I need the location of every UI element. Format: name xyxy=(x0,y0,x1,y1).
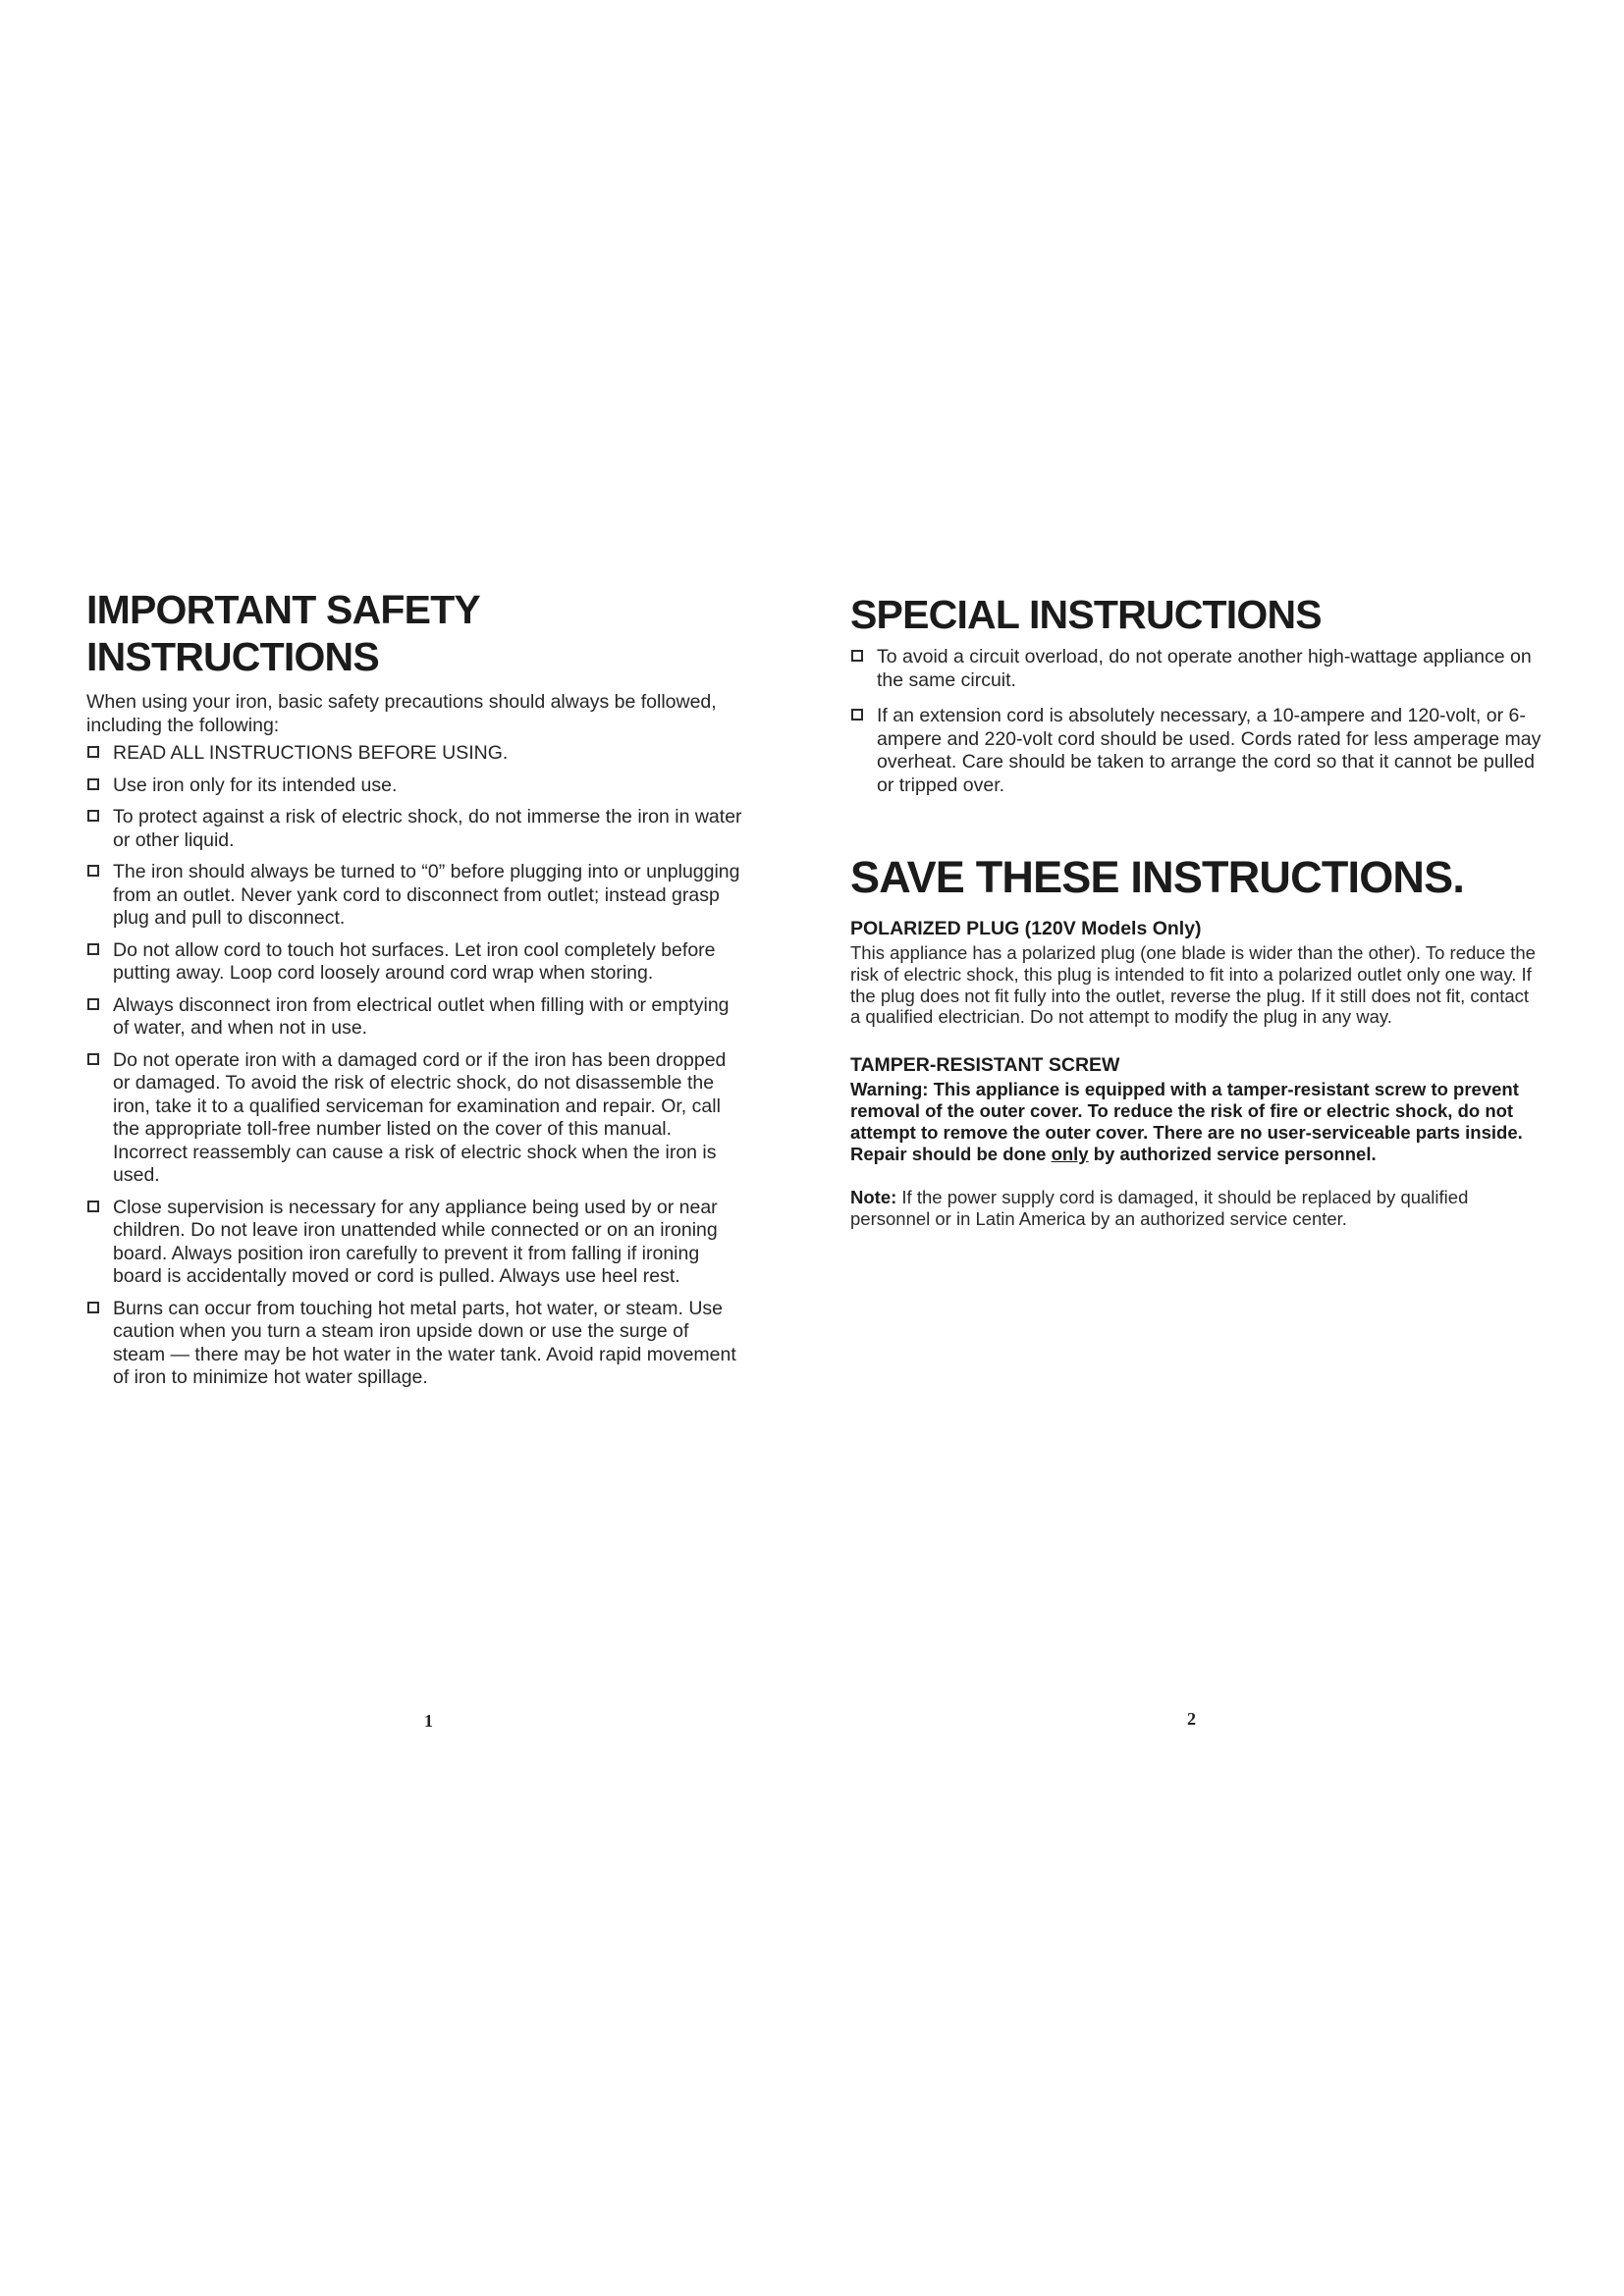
safety-instruction-item xyxy=(86,774,742,798)
checkbox-bullet-icon xyxy=(87,998,99,1010)
tamper-warning-paragraph xyxy=(850,1079,1543,1164)
title-line-2: INSTRUCTIONS xyxy=(86,634,379,679)
warning-text-underlined: only xyxy=(1051,1143,1089,1164)
warning-text-post: by authorized service personnel. xyxy=(1088,1143,1377,1164)
safety-instruction-item xyxy=(86,1197,742,1289)
checkbox-bullet-icon xyxy=(87,1302,99,1313)
title-line-1: IMPORTANT SAFETY xyxy=(86,587,480,632)
polarized-plug-heading: POLARIZED PLUG (120V Models Only) xyxy=(850,918,1202,939)
checkbox-bullet-icon xyxy=(87,1053,99,1065)
safety-instruction-list xyxy=(86,742,742,1390)
instruction-text: Always disconnect iron from electrical outlet when filling with or emptying of water, and when not in use. xyxy=(113,993,730,1039)
note-paragraph xyxy=(850,1187,1543,1230)
checkbox-bullet-icon xyxy=(851,709,863,721)
instruction-text: Do not operate iron with a damaged cord or if the iron has been dropped or damaged. To avoid the risk of electric shock, do not disassemble the iron, take it to a qualified serviceman for examination and repair. Or, call the appropriate toll-free number listed on the cover of this manual. Incorrect reassembly can cause a risk of electric shock when the iron is used. xyxy=(113,1048,727,1186)
instruction-text: To protect against a risk of electric shock, do not immerse the iron in water or other liquid. xyxy=(113,806,742,851)
checkbox-bullet-icon xyxy=(87,943,99,955)
safety-instruction-item xyxy=(86,1298,742,1390)
safety-instruction-item xyxy=(86,861,742,931)
instruction-text: To avoid a circuit overload, do not operate another high-wattage appliance on the same circuit. xyxy=(877,646,1532,691)
tamper-resistant-screw-heading: TAMPER-RESISTANT SCREW xyxy=(850,1054,1120,1077)
warning-text-pre: Warning: This appliance is equipped with a tamper-resistant screw to prevent removal of the outer cover. To reduce the risk of fire or electric shock, do not attempt to remove the outer cover. There are no user-serviceable parts inside. Repair should be done xyxy=(850,1079,1523,1164)
safety-instruction-item xyxy=(86,806,742,852)
note-text: If the power supply cord is damaged, it should be replaced by qualified personnel or in Latin America by an authorized service center. xyxy=(850,1187,1469,1230)
checkbox-bullet-icon xyxy=(87,1201,99,1212)
special-instruction-list xyxy=(850,646,1543,797)
checkbox-bullet-icon xyxy=(87,810,99,822)
special-instruction-item xyxy=(850,705,1543,797)
checkbox-bullet-icon xyxy=(851,650,863,662)
special-instruction-item xyxy=(850,646,1543,692)
safety-instruction-item xyxy=(86,742,742,766)
safety-instruction-item xyxy=(86,994,742,1041)
page-number-right: 2 xyxy=(1187,1709,1196,1729)
page-number-left: 1 xyxy=(424,1711,433,1731)
polarized-plug-paragraph: This appliance has a polarized plug (one blade is wider than the other). To reduce the risk of electric shock, this plug is intended to fit into a polarized outlet only one way. If the plug does not fit fully into the outlet, reverse the plug. If it still does not fit, contact a qualified electrician. Do not attempt to modify the plug in any way. xyxy=(850,942,1536,1028)
special-instructions-title: SPECIAL INSTRUCTIONS xyxy=(850,592,1322,637)
instruction-text: The iron should always be turned to “0” before plugging into or unplugging from an outlet. Never yank cord to disconnect from outlet; instead grasp plug and pull to disconnect. xyxy=(113,861,740,929)
instruction-text: If an extension cord is absolutely necessary, a 10-ampere and 120-volt, or 6-ampere and 220-volt cord should be used. Cords rated for less amperage may overheat. Care should be taken to arrange the cord so that it cannot be pulled or tripped over. xyxy=(877,705,1542,796)
note-label: Note: xyxy=(850,1187,897,1208)
checkbox-bullet-icon xyxy=(87,865,99,877)
right-page-column xyxy=(850,591,1543,1230)
instruction-text: Burns can occur from touching hot metal parts, hot water, or steam. Use caution when you turn a steam iron upside down or use the surge of steam — there may be hot water in the water tank. Avoid rapid movement of iron to minimize hot water spillage. xyxy=(113,1297,736,1388)
checkbox-bullet-icon xyxy=(87,746,99,758)
instruction-text: READ ALL INSTRUCTIONS BEFORE USING. xyxy=(113,742,509,764)
safety-instruction-item xyxy=(86,939,742,986)
intro-paragraph: When using your iron, basic safety precautions should always be followed, including the following: xyxy=(86,691,717,736)
safety-instruction-item xyxy=(86,1049,742,1188)
checkbox-bullet-icon xyxy=(87,778,99,790)
important-safety-title xyxy=(86,586,742,680)
instruction-text: Do not allow cord to touch hot surfaces. Let iron cool completely before putting away. Loop cord loosely around cord wrap when storing. xyxy=(113,938,716,984)
left-page-column xyxy=(86,586,742,1399)
instruction-text: Use iron only for its intended use. xyxy=(113,774,398,796)
save-these-instructions-title: SAVE THESE INSTRUCTIONS. xyxy=(850,852,1465,902)
instruction-text: Close supervision is necessary for any appliance being used by or near children. Do not leave iron unattended while connected or on an ironing board. Always position iron carefully to prevent it from falling if ironing board is accidentally moved or cord is pulled. Always use heel rest. xyxy=(113,1196,718,1287)
